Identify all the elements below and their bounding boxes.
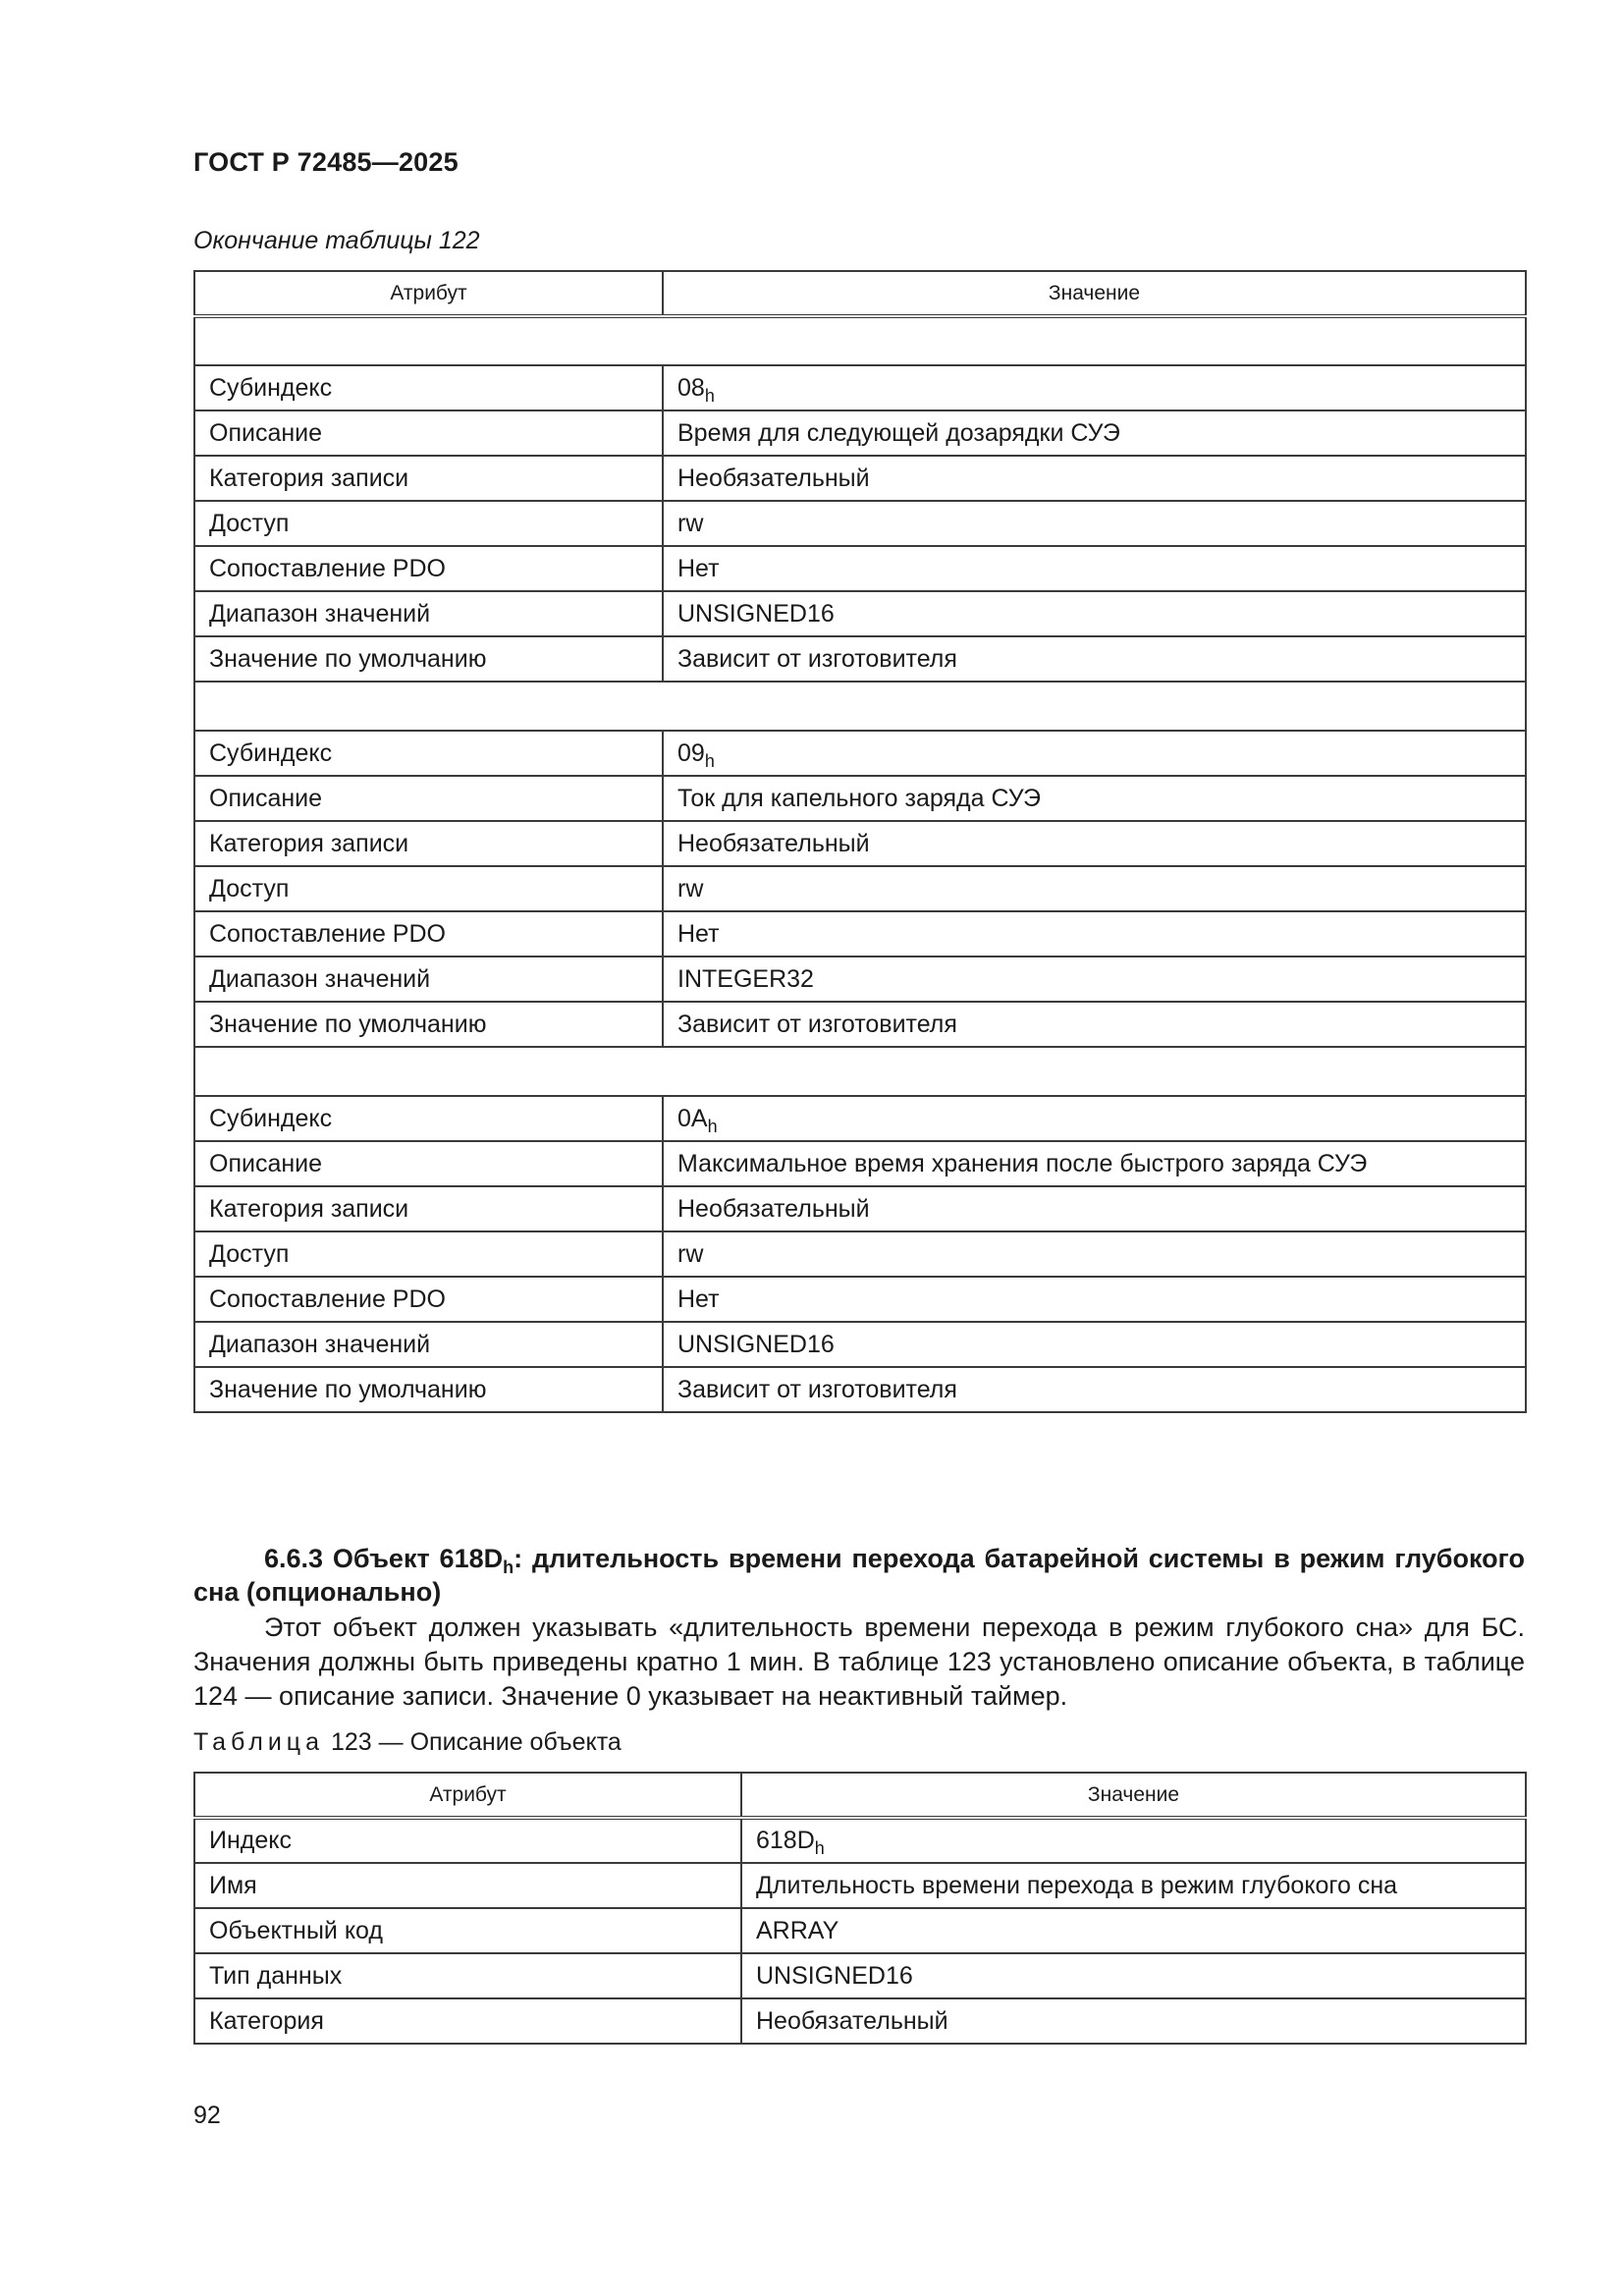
section-title-text-rest: : длительность времени перехода батарейной системы в режим глубокого сна (опционально) xyxy=(193,1544,1525,1607)
table-row xyxy=(194,1863,1526,1908)
column-header-value: Значение xyxy=(663,271,1526,316)
group-separator-row xyxy=(194,682,1526,731)
attribute-cell: Сопоставление PDO xyxy=(194,1277,663,1322)
table-row xyxy=(194,365,1526,410)
group-separator-row xyxy=(194,1047,1526,1096)
table-row xyxy=(194,1818,1526,1863)
value-cell xyxy=(663,456,1526,501)
attribute-cell: Значение по умолчанию xyxy=(194,1002,663,1047)
attribute-cell: Категория записи xyxy=(194,1186,663,1231)
value-text: 618D xyxy=(756,1827,815,1854)
value-text: Время для следующей дозарядки СУЭ xyxy=(677,418,1120,447)
value-text: Максимальное время хранения после быстрого заряда СУЭ xyxy=(677,1149,1368,1177)
value-cell xyxy=(663,821,1526,866)
attribute-cell: Тип данных xyxy=(194,1953,741,1998)
table-header-row xyxy=(194,271,1526,316)
value-text: 08 xyxy=(677,373,705,402)
value-text: Зависит от изготовителя xyxy=(677,644,957,673)
value-text: Необязательный xyxy=(677,1194,870,1223)
table-body xyxy=(194,1818,1526,2044)
value-text: Нет xyxy=(677,1285,720,1313)
value-text: Необязательный xyxy=(677,829,870,857)
attribute-cell: Значение по умолчанию xyxy=(194,636,663,682)
value-cell xyxy=(663,1231,1526,1277)
value-cell xyxy=(663,1141,1526,1186)
value-cell xyxy=(663,591,1526,636)
attribute-cell: Категория записи xyxy=(194,456,663,501)
value-text: Необязательный xyxy=(677,464,870,492)
section-title-text: 6.6.3 Объект 618D xyxy=(264,1544,504,1573)
table-row xyxy=(194,866,1526,911)
value-cell xyxy=(741,1998,1526,2044)
value-cell xyxy=(663,1367,1526,1412)
table-row xyxy=(194,1096,1526,1141)
table-row xyxy=(194,1322,1526,1367)
value-text: Длительность времени перехода в режим глубокого сна xyxy=(756,1871,1398,1899)
table-122-continuation xyxy=(193,270,1527,1413)
table-row xyxy=(194,1998,1526,2044)
attribute-cell: Субиндекс xyxy=(194,1096,663,1141)
value-text: rw xyxy=(677,1239,704,1268)
value-text: 0A xyxy=(677,1104,708,1132)
table-row xyxy=(194,1231,1526,1277)
attribute-cell: Объектный код xyxy=(194,1908,741,1953)
attribute-cell: Описание xyxy=(194,776,663,821)
attribute-cell: Доступ xyxy=(194,866,663,911)
table-continuation-caption: Окончание таблицы 122 xyxy=(193,227,480,254)
table-row xyxy=(194,1002,1526,1047)
table-row xyxy=(194,1908,1526,1953)
value-cell xyxy=(663,1002,1526,1047)
value-cell xyxy=(663,636,1526,682)
attribute-cell: Категория xyxy=(194,1998,741,2044)
table-caption-title: 123 — Описание объекта xyxy=(324,1728,622,1756)
value-cell xyxy=(663,866,1526,911)
table-row xyxy=(194,591,1526,636)
value-cell xyxy=(663,911,1526,957)
attribute-cell: Имя xyxy=(194,1863,741,1908)
value-text: rw xyxy=(677,509,704,537)
value-cell xyxy=(741,1818,1526,1863)
table-row xyxy=(194,456,1526,501)
attribute-cell: Доступ xyxy=(194,501,663,546)
group-separator-row xyxy=(194,316,1526,365)
value-text: rw xyxy=(677,874,704,902)
attribute-cell: Доступ xyxy=(194,1231,663,1277)
table-caption-label: Таблица xyxy=(193,1728,325,1756)
attribute-cell: Индекс xyxy=(194,1818,741,1863)
table-row xyxy=(194,1953,1526,1998)
value-text: 09 xyxy=(677,738,705,767)
group-separator-cell xyxy=(194,682,1526,731)
table-123-caption xyxy=(193,1728,622,1757)
table-row xyxy=(194,957,1526,1002)
value-cell xyxy=(663,365,1526,410)
attribute-cell: Диапазон значений xyxy=(194,591,663,636)
table-row xyxy=(194,1367,1526,1412)
value-subscript: h xyxy=(704,750,715,771)
table-row xyxy=(194,410,1526,456)
value-cell xyxy=(741,1863,1526,1908)
value-cell xyxy=(663,501,1526,546)
value-cell xyxy=(663,1322,1526,1367)
value-text: Зависит от изготовителя xyxy=(677,1375,957,1403)
page-number: 92 xyxy=(193,2102,221,2129)
value-cell xyxy=(663,1186,1526,1231)
attribute-cell: Сопоставление PDO xyxy=(194,546,663,591)
column-header-attribute: Атрибут xyxy=(194,1773,741,1818)
value-cell xyxy=(663,546,1526,591)
table-row xyxy=(194,776,1526,821)
value-cell xyxy=(663,957,1526,1002)
value-subscript: h xyxy=(814,1838,825,1858)
table-row xyxy=(194,636,1526,682)
table-row xyxy=(194,501,1526,546)
value-text: UNSIGNED16 xyxy=(677,1330,835,1358)
attribute-cell: Описание xyxy=(194,1141,663,1186)
table-row xyxy=(194,1141,1526,1186)
value-text: Нет xyxy=(677,554,720,582)
table-row xyxy=(194,731,1526,776)
table-123 xyxy=(193,1772,1527,2045)
value-cell xyxy=(663,776,1526,821)
table-row xyxy=(194,1186,1526,1231)
attribute-cell: Диапазон значений xyxy=(194,1322,663,1367)
section-paragraph: Этот объект должен указывать «длительность времени перехода в режим глубокого сна» для БС. Значения должны быть приведены кратно 1 мин. В таблице 123 установлено описание объекта, в таблице 124 — описание записи. Значение 0 указывает на неактивный таймер. xyxy=(193,1613,1525,1711)
column-header-value: Значение xyxy=(741,1773,1526,1818)
value-text: INTEGER32 xyxy=(677,964,814,993)
section-title-subscript: h xyxy=(503,1558,514,1577)
table-header-row xyxy=(194,1773,1526,1818)
attribute-cell: Субиндекс xyxy=(194,731,663,776)
value-cell xyxy=(741,1908,1526,1953)
value-text: UNSIGNED16 xyxy=(677,599,835,628)
column-header-attribute: Атрибут xyxy=(194,271,663,316)
value-text: Нет xyxy=(677,919,720,948)
group-separator-cell xyxy=(194,316,1526,365)
attribute-cell: Диапазон значений xyxy=(194,957,663,1002)
value-text: Ток для капельного заряда СУЭ xyxy=(677,784,1041,812)
attribute-cell: Описание xyxy=(194,410,663,456)
attribute-cell: Субиндекс xyxy=(194,365,663,410)
section-title xyxy=(193,1542,1525,1609)
value-text: Зависит от изготовителя xyxy=(677,1010,957,1038)
table-row xyxy=(194,1277,1526,1322)
table-row xyxy=(194,821,1526,866)
value-subscript: h xyxy=(704,385,715,406)
value-text: ARRAY xyxy=(756,1916,839,1944)
value-cell xyxy=(741,1953,1526,1998)
group-separator-cell xyxy=(194,1047,1526,1096)
value-text: Необязательный xyxy=(756,2006,948,2035)
value-cell xyxy=(663,410,1526,456)
value-cell xyxy=(663,1277,1526,1322)
standard-header: ГОСТ Р 72485—2025 xyxy=(193,147,459,177)
attribute-cell: Сопоставление PDO xyxy=(194,911,663,957)
table-row xyxy=(194,911,1526,957)
value-cell xyxy=(663,731,1526,776)
value-subscript: h xyxy=(707,1116,718,1136)
table-row xyxy=(194,546,1526,591)
value-text: UNSIGNED16 xyxy=(756,1961,913,1990)
value-cell xyxy=(663,1096,1526,1141)
attribute-cell: Значение по умолчанию xyxy=(194,1367,663,1412)
table-body xyxy=(194,316,1526,1412)
attribute-cell: Категория записи xyxy=(194,821,663,866)
